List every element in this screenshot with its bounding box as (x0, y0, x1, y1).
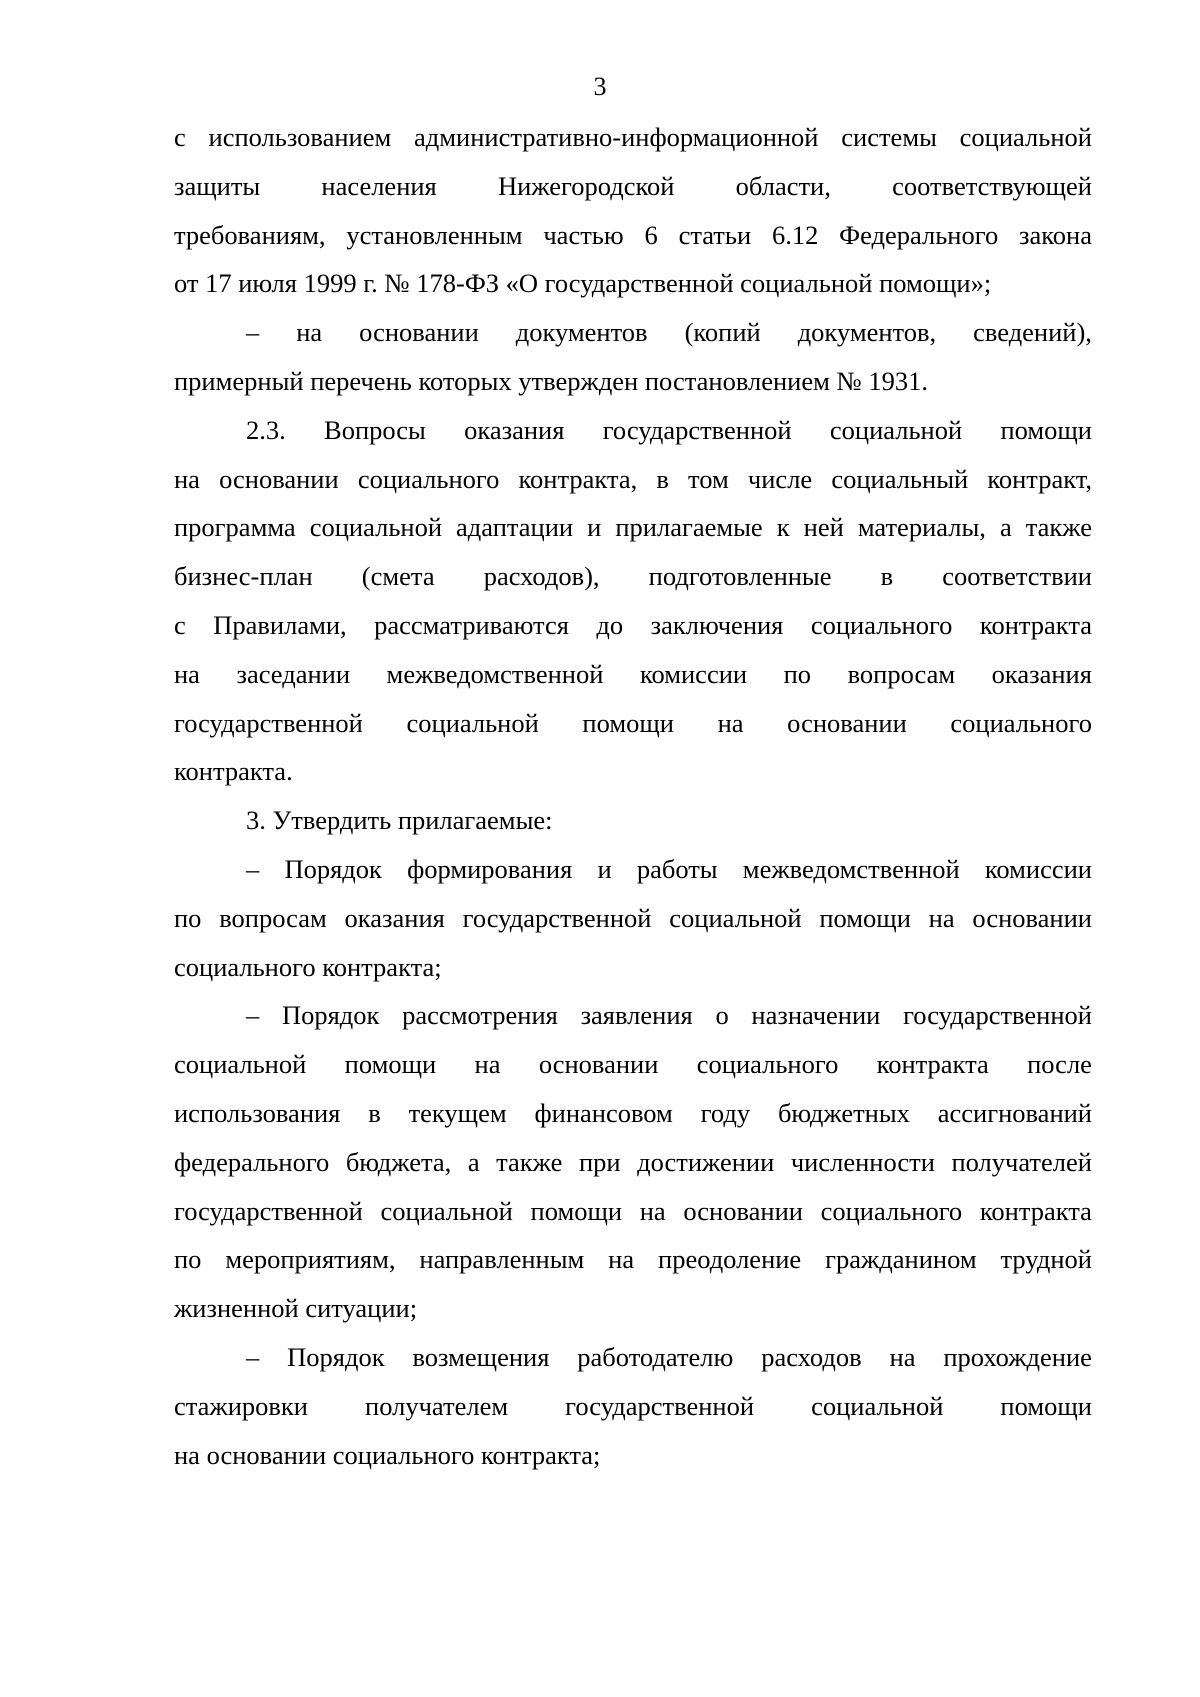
word: – (246, 317, 260, 348)
word: стажировки (174, 1390, 308, 1421)
word: области, (735, 170, 831, 201)
word: и (597, 853, 612, 884)
word: заявления (580, 1000, 693, 1031)
word: (смета (361, 561, 435, 592)
word: социальной (380, 1195, 513, 1226)
word: назначении (751, 1000, 881, 1031)
word: также (496, 1146, 563, 1177)
word: в (880, 561, 894, 592)
text-line (174, 1040, 1092, 1089)
word: числе (747, 463, 813, 494)
word: а (467, 1146, 480, 1177)
word: сведений), (973, 317, 1092, 348)
word: Порядок (284, 853, 382, 884)
word: оказания (464, 414, 565, 445)
word: государственной (174, 1195, 363, 1226)
word: прилагаемые (615, 512, 763, 543)
word: Правилами, (213, 609, 347, 640)
text-line (174, 113, 1092, 162)
word: на (608, 1244, 635, 1275)
word: вопросам (847, 658, 956, 689)
word: на (928, 902, 955, 933)
word: социальной (811, 1390, 944, 1421)
word: основании (538, 1049, 659, 1080)
word: на (174, 463, 200, 494)
word: на (296, 317, 323, 348)
word: о (715, 1000, 729, 1031)
text-line (174, 1089, 1092, 1138)
word: заключения (650, 609, 784, 640)
word: программа (174, 512, 296, 543)
word: работы (636, 853, 718, 884)
word: гражданином (825, 1244, 977, 1275)
word: ней (803, 512, 844, 543)
word: социального (820, 1195, 963, 1226)
word: использованием (208, 122, 392, 152)
word: – (246, 1000, 260, 1031)
word: адаптации (456, 512, 574, 543)
text-line: 3. Утвердить прилагаемые: (246, 805, 553, 836)
word: прохождение (943, 1341, 1092, 1372)
word: в (368, 1097, 381, 1128)
word: году (700, 1097, 751, 1128)
text-line (174, 1235, 1092, 1284)
word: до (596, 609, 624, 640)
text-line (174, 1382, 1092, 1431)
word: соответствии (942, 561, 1092, 592)
word: – (246, 853, 260, 884)
word: помощи (1000, 414, 1092, 445)
text-line (174, 455, 1092, 504)
word: 6.12 (771, 219, 819, 250)
word: материалы, (857, 512, 986, 543)
word: контракта, (518, 463, 638, 494)
word: текущем (408, 1097, 507, 1128)
word: основании (359, 317, 479, 348)
word: оказания (991, 658, 1092, 689)
word: оказания (344, 902, 445, 933)
word: (копий (684, 317, 761, 348)
word: социальной (669, 902, 802, 933)
word: частью (543, 219, 624, 250)
word: после (1027, 1049, 1092, 1080)
word: контракта (876, 1049, 989, 1080)
word: также (1025, 512, 1092, 543)
word: 6 (644, 219, 658, 250)
word: получателем (365, 1390, 509, 1421)
word: федерального (174, 1146, 330, 1177)
word: социальной (309, 512, 443, 543)
text-line (174, 894, 1092, 943)
word: Нижегородской (497, 170, 675, 201)
word: на (717, 707, 744, 738)
text-line: на основании социального контракта; (174, 1439, 601, 1470)
text-line (174, 699, 1092, 748)
word: бизнес-план (174, 561, 313, 592)
word: вопросам (219, 902, 327, 933)
word: по (783, 658, 812, 689)
word: социальной (406, 707, 539, 738)
text-line (174, 552, 1092, 601)
word: контракта (979, 1195, 1092, 1226)
word: на (174, 658, 200, 689)
text-line (174, 601, 1092, 650)
word: – (246, 1341, 260, 1372)
text-line (174, 991, 1092, 1040)
word: заседании (236, 658, 351, 689)
text-line (174, 308, 1092, 357)
word: документов (515, 317, 648, 348)
word: помощи (344, 1049, 437, 1080)
word: статьи (678, 219, 752, 250)
word: государственной (565, 1390, 755, 1421)
word: а (999, 512, 1012, 543)
word: подготовленные (648, 561, 832, 592)
page-number: 3 (593, 72, 607, 101)
word: основании (787, 707, 907, 738)
word: на (639, 1195, 666, 1226)
text-line (174, 650, 1092, 699)
word: контракта (979, 609, 1092, 640)
word: социального (950, 707, 1092, 738)
word: помощи (819, 902, 911, 933)
word: межведомственной (742, 853, 960, 884)
word: социального (696, 1049, 839, 1080)
word: Порядок (287, 1341, 385, 1372)
word: в (656, 463, 669, 494)
word: соответствующей (892, 170, 1092, 201)
text-line: контракта. (174, 756, 293, 787)
word: социальной (959, 122, 1092, 152)
word: Федерального (839, 219, 999, 250)
word: государственной (602, 414, 792, 445)
word: Порядок (281, 1000, 380, 1031)
word: получателей (951, 1146, 1092, 1177)
word: расходов), (483, 561, 600, 592)
word: контракт, (987, 463, 1092, 494)
word: 2.3. (246, 414, 286, 445)
word: по (174, 902, 202, 933)
word: использования (174, 1097, 341, 1128)
word: возмещения (412, 1341, 550, 1372)
word: Вопросы (324, 414, 426, 445)
text-line (174, 1333, 1092, 1382)
word: основании (219, 463, 339, 494)
word: комиссии (639, 658, 748, 689)
word: установленным (346, 219, 523, 250)
word: том (688, 463, 729, 494)
word: по (174, 1244, 202, 1275)
word: помощи (530, 1195, 623, 1226)
text-line (174, 406, 1092, 455)
word: системы (841, 122, 937, 152)
text-line (174, 162, 1092, 211)
text-line: жизненной ситуации; (174, 1293, 418, 1324)
word: требованиям, (174, 219, 326, 250)
word: помощи (582, 707, 674, 738)
word: ассигнований (937, 1097, 1092, 1128)
word: основании (683, 1195, 803, 1226)
word: государственной (903, 1000, 1092, 1031)
word: социального (357, 463, 500, 494)
word: финансовом (534, 1097, 673, 1128)
text-line (174, 1138, 1092, 1187)
word: социальной (829, 414, 963, 445)
text-line (174, 503, 1092, 552)
text-line: примерный перечень которых утвержден постановлением № 1931. (174, 365, 929, 396)
text-line (174, 211, 1092, 260)
word: рассмотрения (402, 1000, 558, 1031)
word: населения (321, 170, 437, 201)
word: мероприятиям, (225, 1244, 396, 1275)
word: закона (1019, 219, 1092, 250)
text-line (174, 1187, 1092, 1236)
word: социальной (174, 1049, 307, 1080)
word: бюджетных (777, 1097, 910, 1128)
word: социальный (831, 463, 969, 494)
word: формирования (407, 853, 573, 884)
word: межведомственной (386, 658, 604, 689)
word: трудной (1000, 1244, 1092, 1275)
word: государственной (174, 707, 363, 738)
word: при (578, 1146, 621, 1177)
word: защиты (174, 170, 261, 201)
word: расходов (761, 1341, 862, 1372)
word: работодателю (577, 1341, 734, 1372)
word: государственной (462, 902, 652, 933)
word: комиссии (984, 853, 1092, 884)
word: помощи (1000, 1390, 1092, 1421)
word: административно-информационной (414, 122, 819, 152)
word: с (174, 609, 186, 640)
word: социального (810, 609, 953, 640)
word: с (174, 122, 186, 152)
word: на (889, 1341, 916, 1372)
word: на (474, 1049, 501, 1080)
text-line: социального контракта; (174, 951, 442, 982)
word: основании (972, 902, 1092, 933)
word: преодоление (658, 1244, 802, 1275)
word: рассматриваются (374, 609, 569, 640)
word: численности (790, 1146, 935, 1177)
word: и (587, 512, 602, 543)
word: бюджета, (345, 1146, 452, 1177)
word: к (776, 512, 790, 543)
document-body (174, 113, 1092, 1479)
word: документов, (797, 317, 937, 348)
word: достижении (637, 1146, 775, 1177)
word: направленным (419, 1244, 585, 1275)
text-line: от 17 июля 1999 г. № 178-ФЗ «О государственной социальной помощи»; (174, 268, 992, 299)
text-line (174, 845, 1092, 894)
